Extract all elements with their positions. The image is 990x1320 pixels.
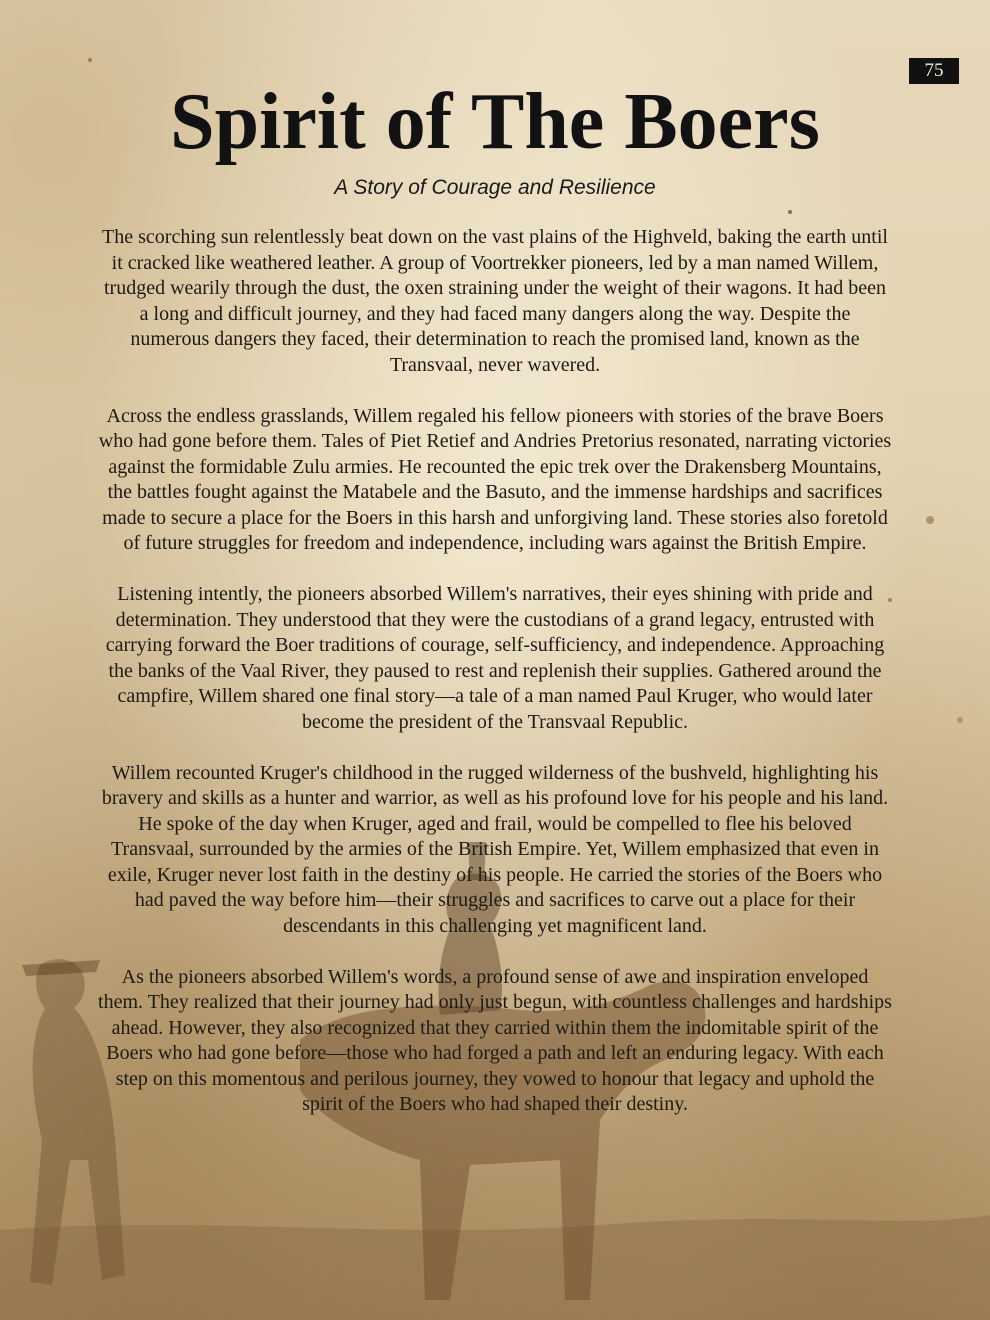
article-body [98, 225, 892, 1118]
ground-shadow [0, 1215, 990, 1320]
page-number: 75 [909, 58, 959, 84]
paragraph-3: Listening intently, the pioneers absorbed Willem's narratives, their eyes shining with pride and determination. They understood that they were the custodians of a grand legacy, entrusted with carrying forward the Boer traditions of courage, self-sufficiency, and independence. Approaching the banks of the Vaal River, they paused to rest and replenish their supplies. Gathered around the campfire, Willem shared one final story—a tale of a man named Paul Kruger, who would later become the president of the Transvaal Republic. [105, 583, 885, 733]
paragraph-4: Willem recounted Kruger's childhood in the rugged wilderness of the bushveld, highlighting his bravery and skills as a hunter and warrior, as well as his profound love for his people and his land. He spoke of the day when Kruger, aged and frail, would be compelled to flee his beloved Transvaal, surrounded by the armies of the British Empire. Yet, Willem emphasized that even in exile, Kruger never lost faith in the destiny of his people. He carried the stories of the Boers who had paved the way before him—their struggles and sacrifices to carve out a place for their descendants in this challenging yet magnificent land. [101, 761, 889, 937]
paragraph-5: As the pioneers absorbed Willem's words, a profound sense of awe and inspiration enveloped them. They realized that their journey had only just begun, with countless challenges and hardships ahead. However, they also recognized that they carried within them the indomitable spirit of the Boers who had gone before—those who had forged a path and left an enduring legacy. With each step on this momentous and perilous journey, they vowed to honour that legacy and uphold the spirit of the Boers who had shaped their destiny. [98, 965, 892, 1115]
paragraph-1: The scorching sun relentlessly beat down on the vast plains of the Highveld, baking the earth until it cracked like weathered leather. A group of Voortrekker pioneers, led by a man named Willem, trudged wearily through the dust, the oxen straining under the weight of their wagons. It had been a long and difficult journey, and they had faced many dangers along the way. Despite the numerous dangers they faced, their determination to reach the promised land, known as the Transvaal, never wavered. [102, 226, 888, 376]
paragraph-2: Across the endless grasslands, Willem regaled his fellow pioneers with stories of the brave Boers who had gone before them. Tales of Piet Retief and Andries Pretorius resonated, narrating victories against the formidable Zulu armies. He recounted the epic trek over the Drakensberg Mountains, the battles fought against the Matabele and the Basuto, and the immense hardships and sacrifices made to secure a place for the Boers in this harsh and unforgiving land. These stories also foretold of future struggles for freedom and independence, including wars against the British Empire. [98, 404, 892, 554]
article-subtitle: A Story of Courage and Resilience [334, 176, 656, 199]
article-title: Spirit of The Boers [170, 78, 820, 166]
